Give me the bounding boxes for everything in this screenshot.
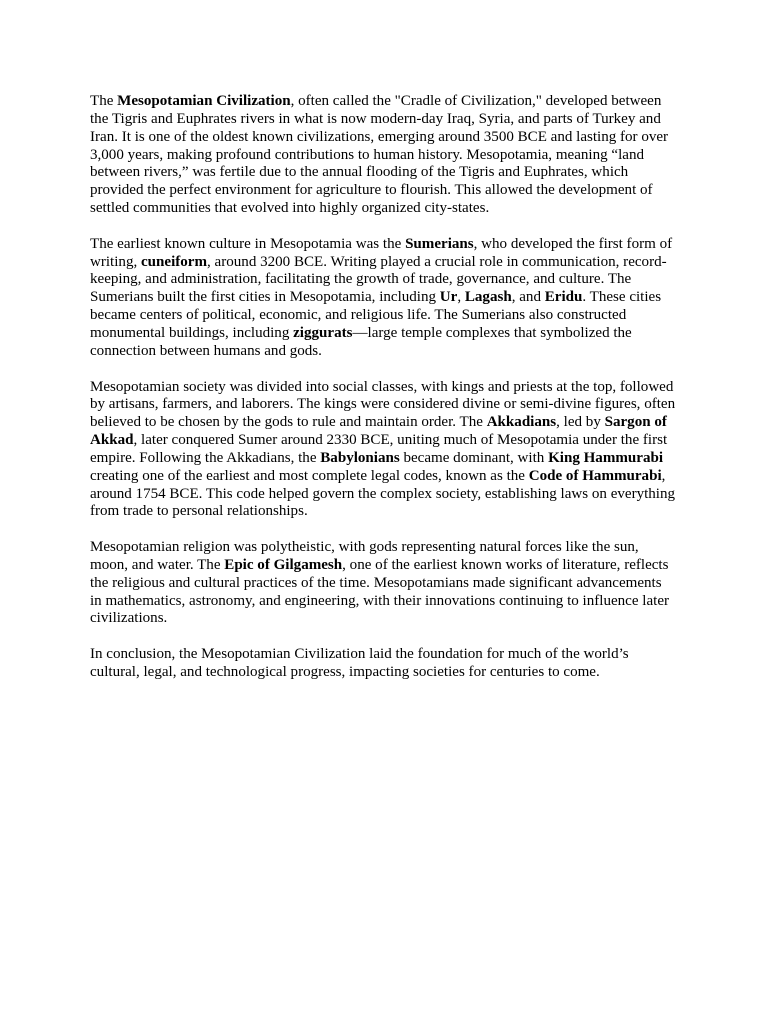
text-run: between rivers,” was fertile due to the annual flooding of the Tigris and Euphrates, which bbox=[90, 164, 629, 181]
text-line bbox=[90, 414, 678, 432]
text-run: The earliest known culture in Mesopotamia was the bbox=[90, 235, 406, 252]
text-line bbox=[90, 468, 678, 486]
text-run: creating one of the earliest and most complete legal codes, known as the bbox=[90, 467, 529, 484]
text-run: Sumerians built the first cities in Mesopotamia, including bbox=[90, 289, 440, 306]
bold-term: Akkad bbox=[90, 432, 134, 449]
text-run: civilizations. bbox=[90, 610, 168, 627]
text-line bbox=[90, 539, 678, 557]
text-run: monumental buildings, including bbox=[90, 324, 294, 341]
text-run: cultural, legal, and technological progress, impacting societies for centuries to come. bbox=[90, 664, 600, 680]
bold-term: Eridu bbox=[544, 289, 583, 306]
text-run: 3,000 years, making profound contributions to human history. Mesopotamia, meaning “land bbox=[90, 146, 644, 163]
bold-term: Ur bbox=[439, 289, 458, 306]
text-line bbox=[90, 307, 678, 325]
text-run: . These cities bbox=[582, 289, 662, 306]
text-line bbox=[90, 432, 678, 450]
text-line bbox=[90, 557, 678, 575]
text-run: settled communities that evolved into highly organized city-states. bbox=[90, 200, 490, 217]
text-line bbox=[90, 503, 678, 521]
text-line bbox=[90, 575, 678, 593]
bold-term: Sargon of bbox=[604, 414, 667, 431]
bold-term: Sumerians bbox=[405, 235, 474, 252]
text-line bbox=[90, 664, 678, 682]
bold-term: Akkadians bbox=[486, 414, 557, 431]
document-body bbox=[90, 93, 678, 682]
text-run: by artisans, farmers, and laborers. The kings were considered divine or semi-divine figures, often bbox=[90, 396, 676, 413]
text-run: , led by bbox=[556, 414, 605, 431]
text-run: the Tigris and Euphrates rivers in what is now modern-day Iraq, Syria, and parts of Turkey and bbox=[90, 110, 661, 127]
text-line bbox=[90, 450, 678, 468]
text-run: In conclusion, the Mesopotamian Civilization laid the foundation for much of the world’s bbox=[90, 646, 629, 663]
text-line bbox=[90, 610, 678, 628]
text-line bbox=[90, 396, 678, 414]
text-line bbox=[90, 379, 678, 397]
paragraph bbox=[90, 236, 678, 361]
bold-term: Code of Hammurabi bbox=[528, 467, 662, 484]
paragraph bbox=[90, 646, 678, 682]
text-run: , one of the earliest known works of literature, reflects bbox=[342, 556, 669, 573]
text-run: , and bbox=[511, 289, 545, 306]
bold-term: Babylonians bbox=[320, 449, 400, 466]
bold-term: ziggurats bbox=[293, 324, 353, 341]
text-line bbox=[90, 164, 678, 182]
paragraph bbox=[90, 539, 678, 628]
text-run: in mathematics, astronomy, and engineering, with their innovations continuing to influence later bbox=[90, 592, 670, 609]
text-line bbox=[90, 289, 678, 307]
text-line bbox=[90, 93, 678, 111]
text-run: connection between humans and gods. bbox=[90, 342, 322, 359]
paragraph bbox=[90, 379, 678, 522]
bold-term: Epic of Gilgamesh bbox=[224, 556, 343, 573]
text-line bbox=[90, 111, 678, 129]
text-line bbox=[90, 236, 678, 254]
text-run: empire. Following the Akkadians, the bbox=[90, 449, 321, 466]
text-run: , bbox=[457, 289, 465, 306]
text-line bbox=[90, 271, 678, 289]
text-run: became dominant, with bbox=[399, 449, 549, 466]
paragraph bbox=[90, 93, 678, 218]
text-run: writing, bbox=[90, 253, 141, 270]
text-run: The bbox=[90, 93, 118, 109]
text-run: the religious and cultural practices of the time. Mesopotamians made significant advancements bbox=[90, 574, 662, 591]
text-line bbox=[90, 325, 678, 343]
bold-term: cuneiform bbox=[141, 253, 208, 270]
text-run: Iran. It is one of the oldest known civilizations, emerging around 3500 BCE and lasting for over bbox=[90, 128, 669, 145]
text-line bbox=[90, 200, 678, 218]
text-run: became centers of political, economic, and religious life. The Sumerians also constructed bbox=[90, 307, 627, 324]
text-line bbox=[90, 182, 678, 200]
text-line bbox=[90, 147, 678, 165]
text-run: provided the perfect environment for agriculture to flourish. This allowed the development of bbox=[90, 182, 653, 199]
text-run: —large temple complexes that symbolized the bbox=[352, 324, 632, 341]
text-run: , bbox=[661, 467, 666, 484]
text-run: believed to be chosen by the gods to rule and maintain order. The bbox=[90, 414, 487, 431]
text-run: , later conquered Sumer around 2330 BCE, uniting much of Mesopotamia under the first bbox=[133, 432, 668, 449]
text-line bbox=[90, 129, 678, 147]
bold-term: Lagash bbox=[464, 289, 512, 306]
text-line bbox=[90, 646, 678, 664]
text-run: keeping, and administration, facilitating the growth of trade, governance, and culture. The bbox=[90, 271, 632, 288]
text-run: , who developed the first form of bbox=[473, 235, 673, 252]
bold-term: Mesopotamian Civilization bbox=[117, 93, 291, 109]
text-run: Mesopotamian religion was polytheistic, with gods representing natural forces like the sun, bbox=[90, 539, 639, 556]
text-line bbox=[90, 254, 678, 272]
text-run: , often called the "Cradle of Civilization," developed between bbox=[290, 93, 662, 109]
text-run: moon, and water. The bbox=[90, 556, 225, 573]
text-run: around 1754 BCE. This code helped govern the complex society, establishing laws on everything bbox=[90, 485, 676, 502]
text-line bbox=[90, 343, 678, 361]
text-line bbox=[90, 486, 678, 504]
text-run: , around 3200 BCE. Writing played a crucial role in communication, record- bbox=[207, 253, 667, 270]
text-run: from trade to personal relationships. bbox=[90, 503, 308, 520]
text-run: Mesopotamian society was divided into social classes, with kings and priests at the top, followed bbox=[90, 378, 674, 395]
text-line bbox=[90, 593, 678, 611]
bold-term: King Hammurabi bbox=[548, 449, 664, 466]
